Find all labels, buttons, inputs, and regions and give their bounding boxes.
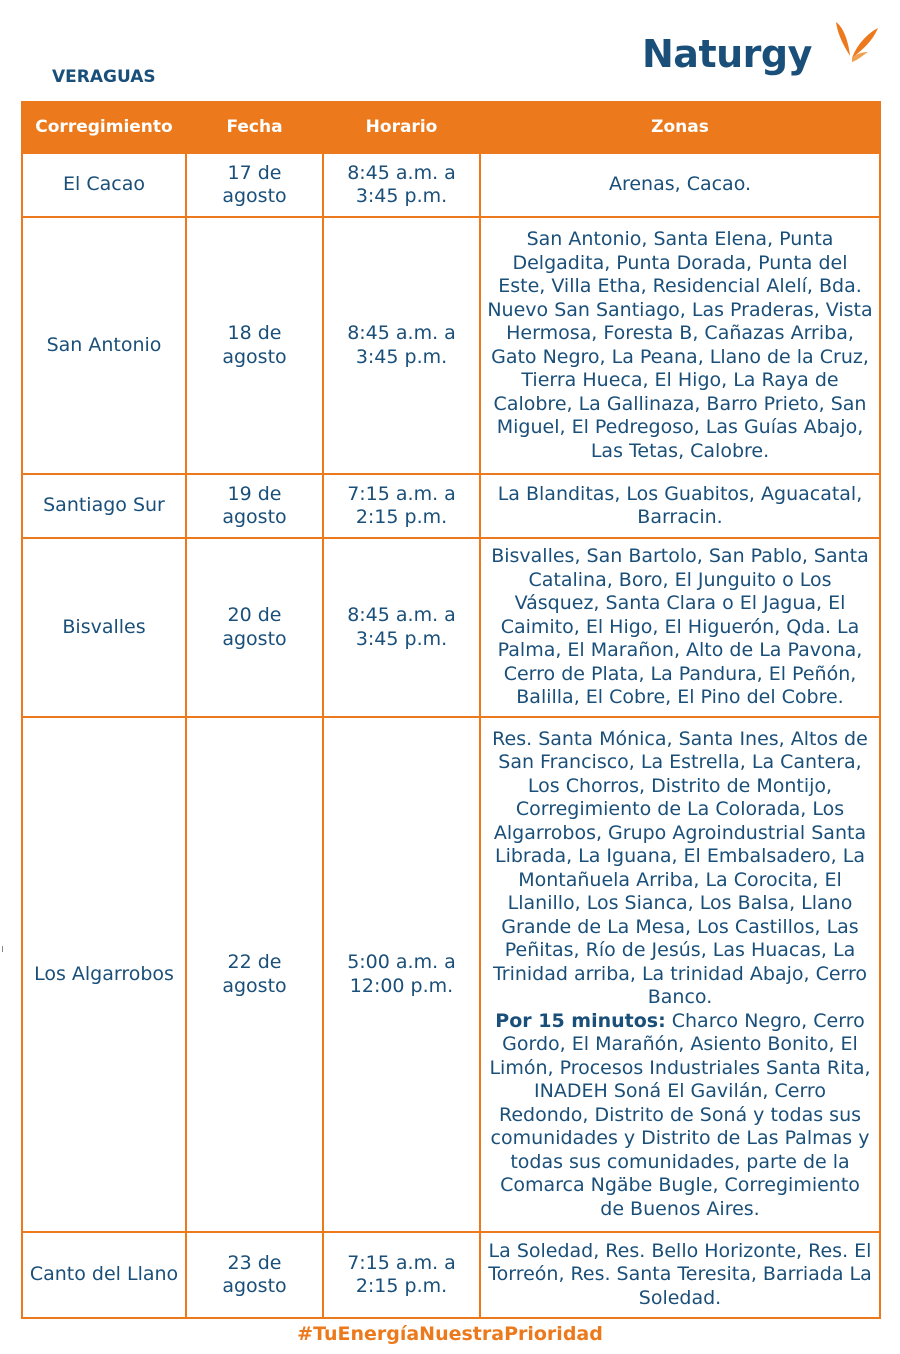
cell-fecha: 17 de agosto [186,153,323,217]
table-row [22,717,880,1232]
cell-corregimiento: Bisvalles [22,538,186,717]
cell-zonas: La Blanditas, Los Guabitos, Aguacatal, Barracin. [480,474,880,538]
cell-zonas: La Soledad, Res. Bello Horizonte, Res. El Torreón, Res. Santa Teresita, Barriada La Soledad. [480,1232,880,1318]
table-row [22,153,880,217]
region-title: VERAGUAS [52,67,156,87]
cell-corregimiento: San Antonio [22,217,186,474]
cell-fecha: 23 de agosto [186,1232,323,1318]
naturgy-logo [642,14,882,84]
header-horario: Horario [323,102,480,153]
cell-fecha: 19 de agosto [186,474,323,538]
cell-fecha: 18 de agosto [186,217,323,474]
cell-fecha: 22 de agosto [186,717,323,1232]
butterfly-icon [832,16,880,68]
logo-wordmark: Naturgy [642,32,812,76]
cell-fecha: 20 de agosto [186,538,323,717]
zonas-extra-text: Charco Negro, Cerro Gordo, El Marañón, Asiento Bonito, El Limón, Procesos Industriales Santa Rita, INADEH Soná El Gavilán, Cerro Redondo, Distrito de Soná y todas sus comunidades y Distrito de Las Palmas y todas sus comunidades, parte de la Comarca Ngäbe Bugle, Corregimiento de Buenos Aires. [489,1009,871,1220]
header-fecha: Fecha [186,102,323,153]
header-corregimiento: Corregimiento [22,102,186,153]
table-header-row [22,102,880,153]
cell-horario: 8:45 a.m. a 3:45 p.m. [323,153,480,217]
cell-horario: 8:45 a.m. a 3:45 p.m. [323,538,480,717]
cell-zonas: Arenas, Cacao. [480,153,880,217]
cell-corregimiento: Santiago Sur [22,474,186,538]
cell-corregimiento: Canto del Llano [22,1232,186,1318]
cell-zonas: Bisvalles, San Bartolo, San Pablo, Santa Catalina, Boro, El Junguito o Los Vásquez, Santa Clara o El Jagua, El Caimito, El Higo, El Higuerón, Qda. La Palma, El Marañon, Alto de La Pavona, Cerro de Plata, La Pandura, El Peñón, Balilla, El Cobre, El Pino del Cobre. [480,538,880,717]
header-zonas: Zonas [480,102,880,153]
edge-tick-mark [2,946,3,952]
cell-horario: 7:15 a.m. a 2:15 p.m. [323,1232,480,1318]
cell-zonas [480,717,880,1232]
zonas-text: Res. Santa Mónica, Santa Ines, Altos de San Francisco, La Estrella, La Cantera, Los Chorros, Distrito de Montijo, Corregimiento de La Colorada, Los Algarrobos, Grupo Agroindustrial Santa Librada, La Iguana, El Embalsadero, La Montañuela Arriba, La Corocita, El Llanillo, Los Sianca, Los Balsa, Llano Grande de La Mesa, Los Castillos, Las Peñitas, Río de Jesús, Las Huacas, La Trinidad arriba, La trinidad Abajo, Cerro Banco. [492,727,868,1009]
cell-zonas: San Antonio, Santa Elena, Punta Delgadita, Punta Dorada, Punta del Este, Villa Etha, Residencial Alelí, Bda. Nuevo San Santiago, Las Praderas, Vista Hermosa, Foresta B, Cañazas Arriba, Gato Negro, La Peana, Llano de la Cruz, Tierra Hueca, El Higo, La Raya de Calobre, La Gallinaza, Barro Prieto, San Miguel, El Pedregoso, Las Guías Abajo, Las Tetas, Calobre. [480,217,880,474]
cell-horario: 8:45 a.m. a 3:45 p.m. [323,217,480,474]
table-row [22,474,880,538]
outage-schedule-table [21,101,881,1319]
zonas-bold-label: Por 15 minutos: [495,1009,666,1032]
hashtag-footer: #TuEnergíaNuestraPrioridad [297,1323,603,1345]
cell-corregimiento: El Cacao [22,153,186,217]
table-row [22,217,880,474]
table-row [22,538,880,717]
cell-corregimiento: Los Algarrobos [22,717,186,1232]
cell-horario: 7:15 a.m. a 2:15 p.m. [323,474,480,538]
cell-horario: 5:00 a.m. a 12:00 p.m. [323,717,480,1232]
table-row [22,1232,880,1318]
